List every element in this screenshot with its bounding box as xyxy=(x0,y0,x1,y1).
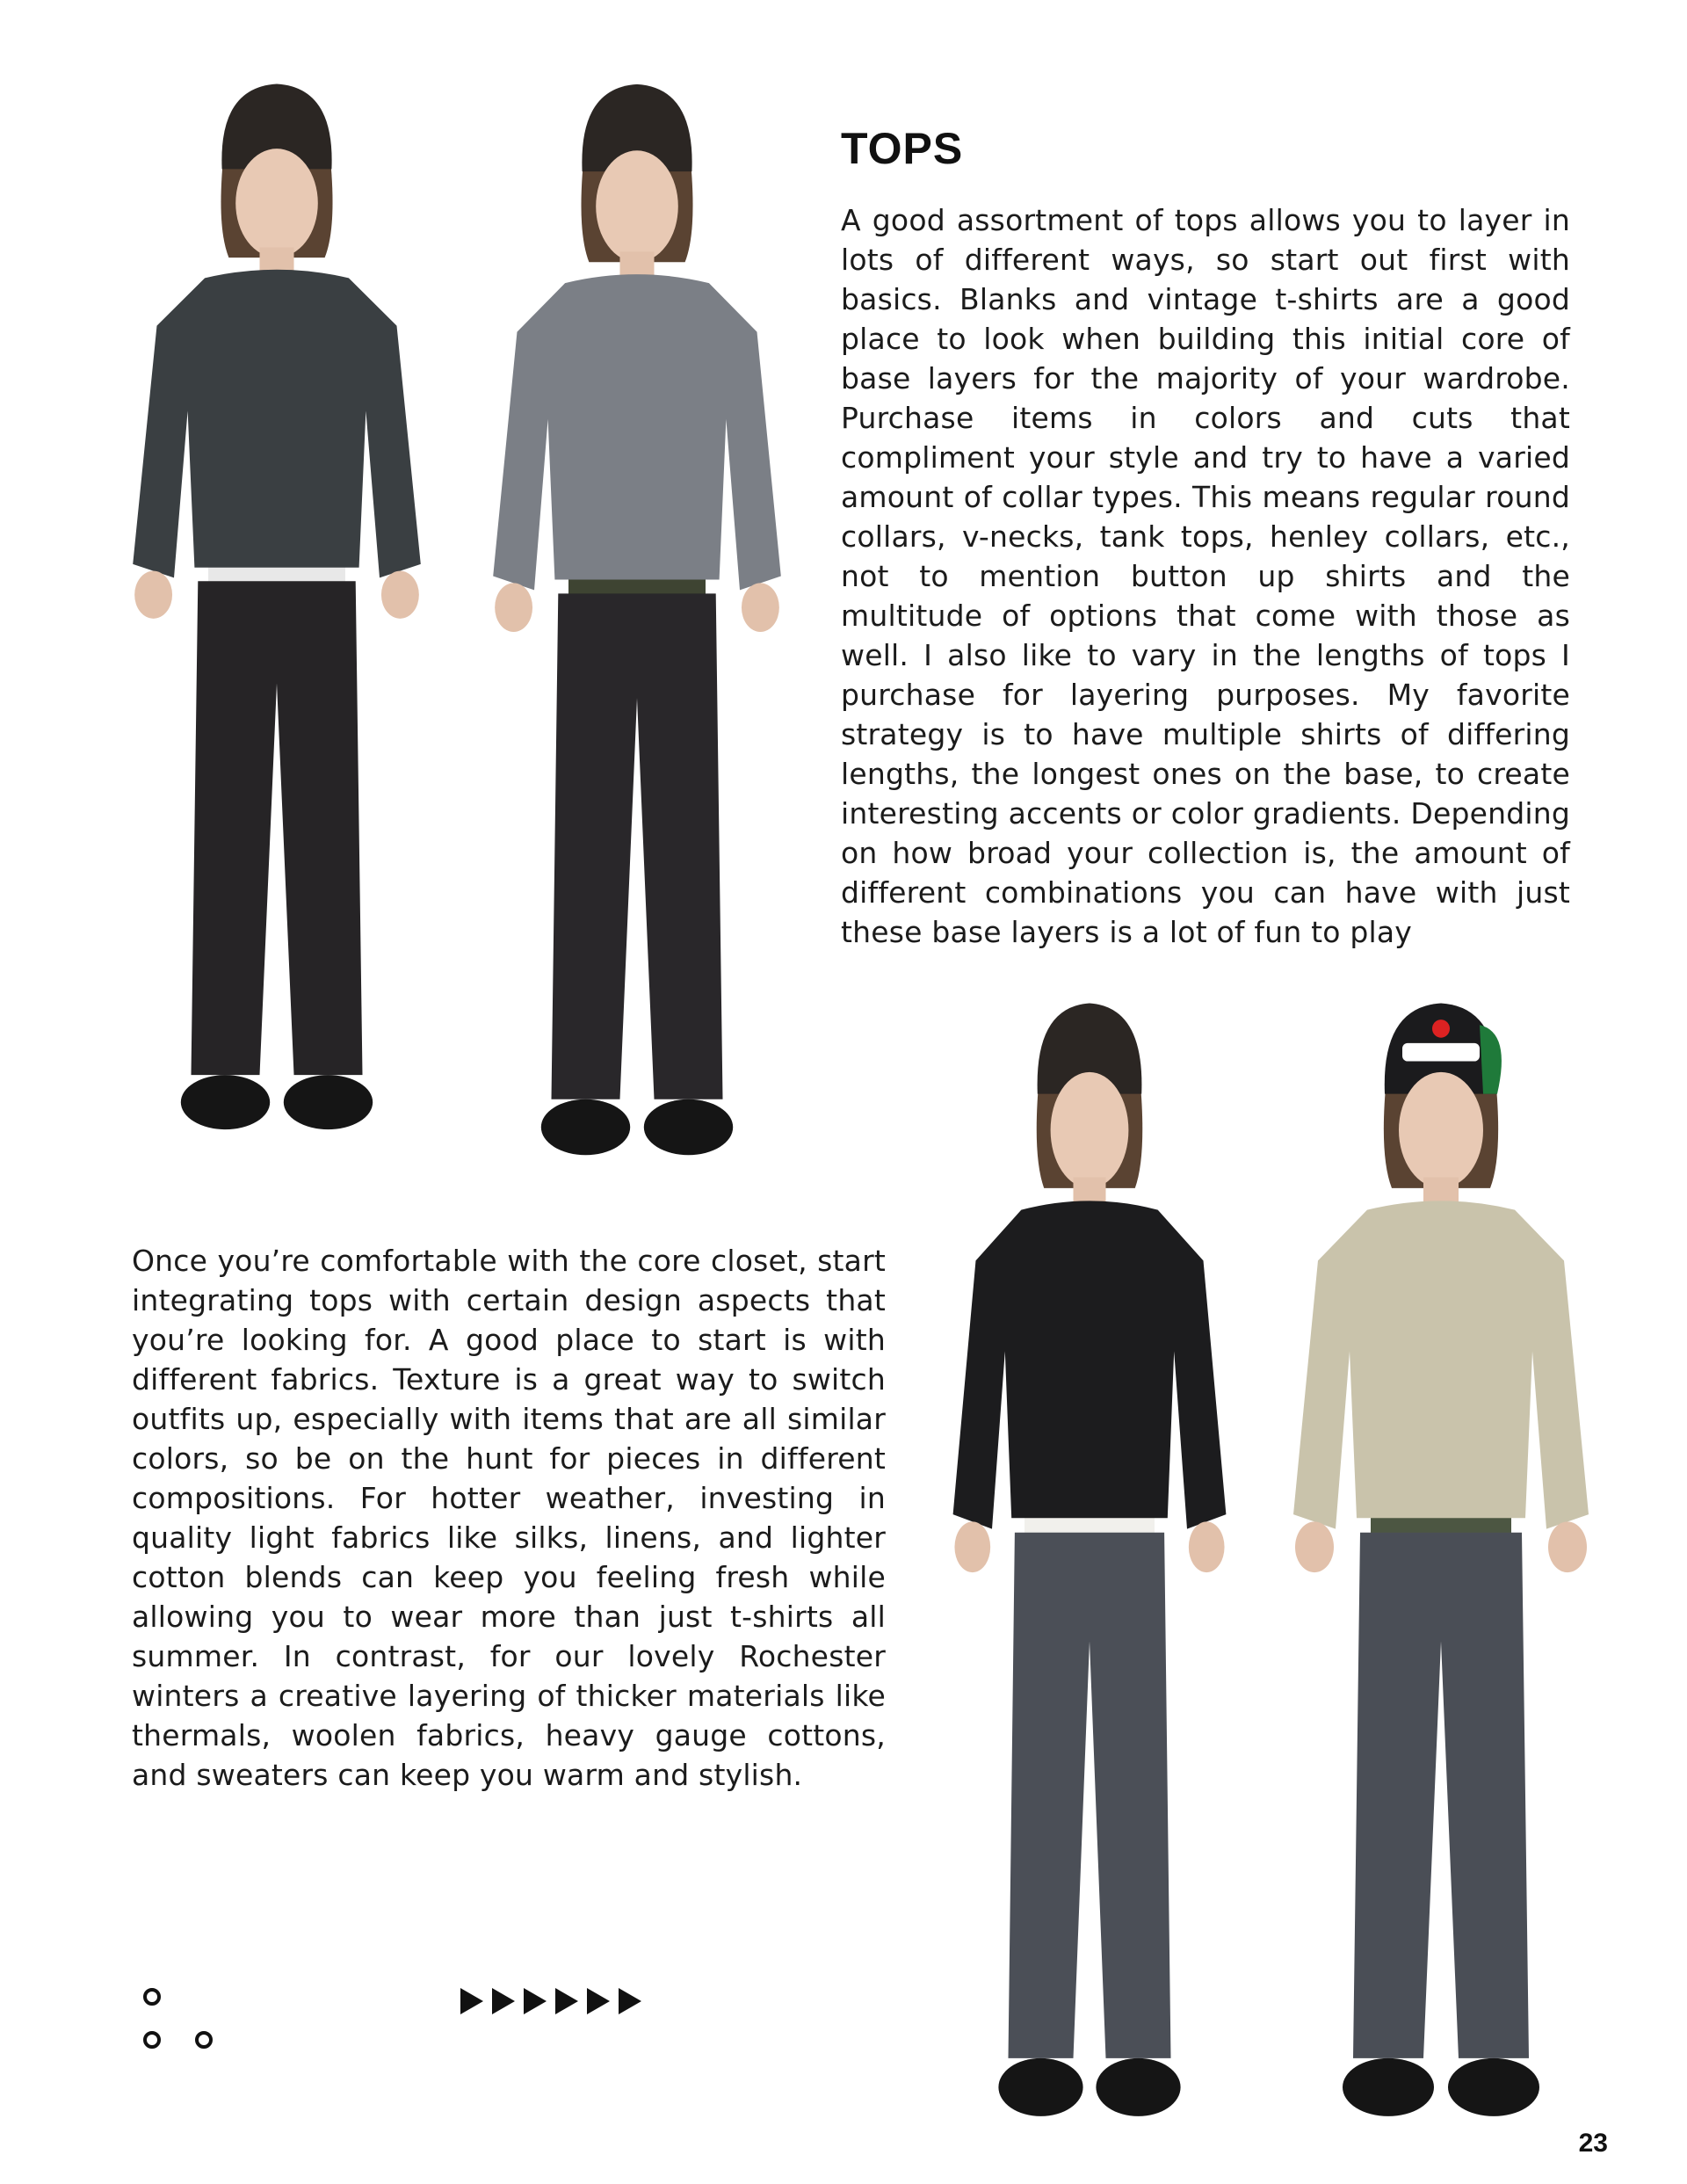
arrow-decoration xyxy=(460,1988,641,2014)
hand xyxy=(1548,1521,1587,1572)
circle-dot-icon xyxy=(143,1988,161,2006)
face xyxy=(596,150,678,262)
top-garment xyxy=(133,270,421,578)
play-arrow-icon xyxy=(460,1988,483,2014)
page-heading: TOPS xyxy=(841,124,964,173)
hand xyxy=(954,1521,990,1572)
fabrics-paragraph: Once you’re comfortable with the core closet, start integrating tops with certain design aspects that you’re looking for. A good place to start is with different fabrics. Texture is a great way to switch outfits up, especially with items that are all similar colors, so be on the hunt for pieces in different compositions. For hotter weather, investing in quality light fabrics like silks, linens, and lighter cotton blends can keep you feeling fresh while allowing you to wear more than just t-shirts all summer. In contrast, for our lovely Rochester winters a creative layering of thicker materials like thermals, woolen fabrics, heavy gauge cottons, and sweaters can keep you warm and stylish. xyxy=(132,1244,886,1792)
circle-dot-icon xyxy=(195,2031,213,2049)
top-garment xyxy=(1293,1201,1589,1528)
shoe xyxy=(998,2058,1082,2116)
pants xyxy=(1353,1533,1529,2058)
model-figure xyxy=(1265,989,1617,2149)
play-arrow-icon xyxy=(492,1988,515,2014)
model-photo-4 xyxy=(1265,989,1617,2149)
hand xyxy=(495,583,532,632)
shoe xyxy=(181,1075,270,1129)
hand xyxy=(381,571,419,619)
model-figure xyxy=(105,70,448,1160)
model-figure xyxy=(466,70,808,1186)
model-photo-3 xyxy=(927,989,1252,2149)
shoe xyxy=(644,1099,733,1156)
page-number: 23 xyxy=(1578,2129,1608,2158)
hand xyxy=(1295,1521,1334,1572)
shoe xyxy=(1343,2058,1434,2116)
hand xyxy=(134,571,172,619)
shoe xyxy=(541,1099,630,1156)
face xyxy=(1051,1072,1129,1188)
pants xyxy=(552,593,723,1099)
model-photo-2 xyxy=(466,70,808,1186)
play-arrow-icon xyxy=(524,1988,547,2014)
pants xyxy=(192,581,363,1075)
shoe xyxy=(1448,2058,1539,2116)
circle-dot-icon xyxy=(143,2031,161,2049)
model-figure xyxy=(927,989,1252,2149)
model-photo-1 xyxy=(105,70,448,1160)
pants xyxy=(1009,1533,1171,2058)
top-garment xyxy=(493,274,781,590)
shoe xyxy=(284,1075,373,1129)
play-arrow-icon xyxy=(587,1988,610,2014)
hand xyxy=(1189,1521,1225,1572)
top-garment xyxy=(953,1201,1227,1528)
play-arrow-icon xyxy=(619,1988,641,2014)
play-arrow-icon xyxy=(555,1988,578,2014)
hand xyxy=(742,583,779,632)
hat-mesh xyxy=(1480,1025,1502,1093)
intro-paragraph: A good assortment of tops allows you to layer in lots of different ways, so start out first with basics. Blanks and vintage t-shirts are a good place to look when building this initial core of base layers for the majority of your wardrobe. Purchase items in colors and cuts that compliment your style and try to have a varied amount of collar types. This means regular round collars, v-necks, tank tops, henley collars, etc., not to mention button up shirts and the multitude of options that come with those as well. I also like to vary in the lengths of tops I purchase for layering purposes. My favorite strategy is to have multiple shirts of differing lengths, the longest ones on the base, to create interesting accents or color gradients. Depending on how broad your collection is, the amount of different combinations you can have with just these base layers is a lot of fun to play xyxy=(841,203,1570,949)
hat-logo-star xyxy=(1432,1019,1450,1038)
shoe xyxy=(1096,2058,1180,2116)
hat-logo xyxy=(1402,1043,1480,1062)
face xyxy=(235,149,318,258)
face xyxy=(1399,1072,1483,1188)
